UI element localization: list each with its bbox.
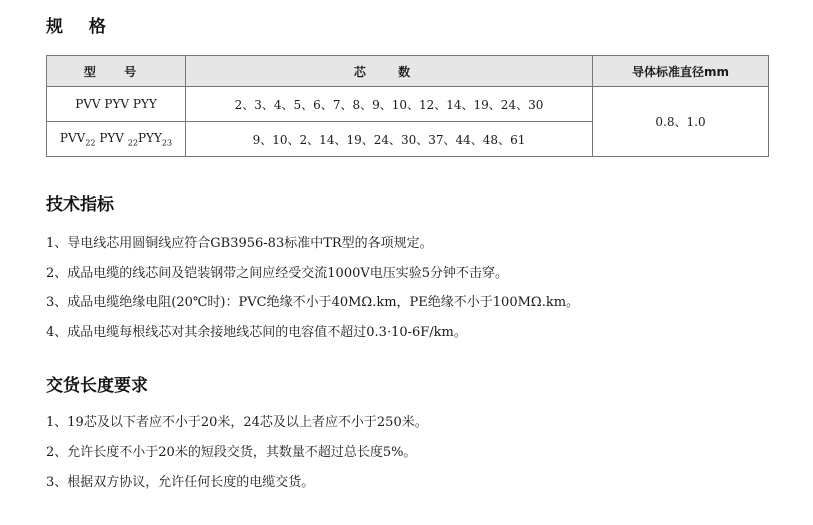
list-item: 4、成品电缆每根线芯对其余接地线芯间的电容值不超过0.3·10-6F/km。 (46, 325, 467, 340)
delivery-heading: 交货长度要求 (46, 376, 148, 396)
header-diameter: 导体标准直径mm (593, 56, 769, 87)
list-item: 1、19芯及以下者应不小于20米，24芯及以上者应不小于250米。 (46, 415, 428, 430)
list-item: 1、导电线芯用圆铜线应符合GB3956-83标准中TR型的各项规定。 (46, 236, 433, 251)
list-item: 3、成品电缆绝缘电阻(20℃时)：PVC绝缘不小于40MΩ.km，PE绝缘不小于100MΩ.km。 (46, 295, 580, 310)
cell-model: $PVV_{22}$ PYV $_{22}PYY_{23}$ (47, 122, 186, 157)
table-header-row (47, 56, 769, 87)
spec-table (46, 55, 769, 157)
tech-heading: 技术指标 (46, 195, 114, 215)
table-row (47, 87, 769, 122)
cell-model: PVV PYV PYY (47, 87, 186, 122)
list-item: 2、允许长度不小于20米的短段交货，其数量不超过总长度5%。 (46, 445, 417, 460)
cell-cores: 9、10、2、14、19、24、30、37、44、48、61 (186, 122, 593, 157)
cell-cores: 2、3、4、5、6、7、8、9、10、12、14、19、24、30 (186, 87, 593, 122)
header-model: 型 号 (47, 56, 186, 87)
list-item: 3、根据双方协议，允许任何长度的电缆交货。 (46, 475, 315, 490)
cell-diameter: 0.8、1.0 (593, 87, 769, 157)
header-cores: 芯 数 (186, 56, 593, 87)
spec-heading: 规 格 (46, 17, 116, 37)
list-item: 2、成品电缆的线芯间及铠装钢带之间应经受交流1000V电压实验5分钟不击穿。 (46, 266, 509, 281)
